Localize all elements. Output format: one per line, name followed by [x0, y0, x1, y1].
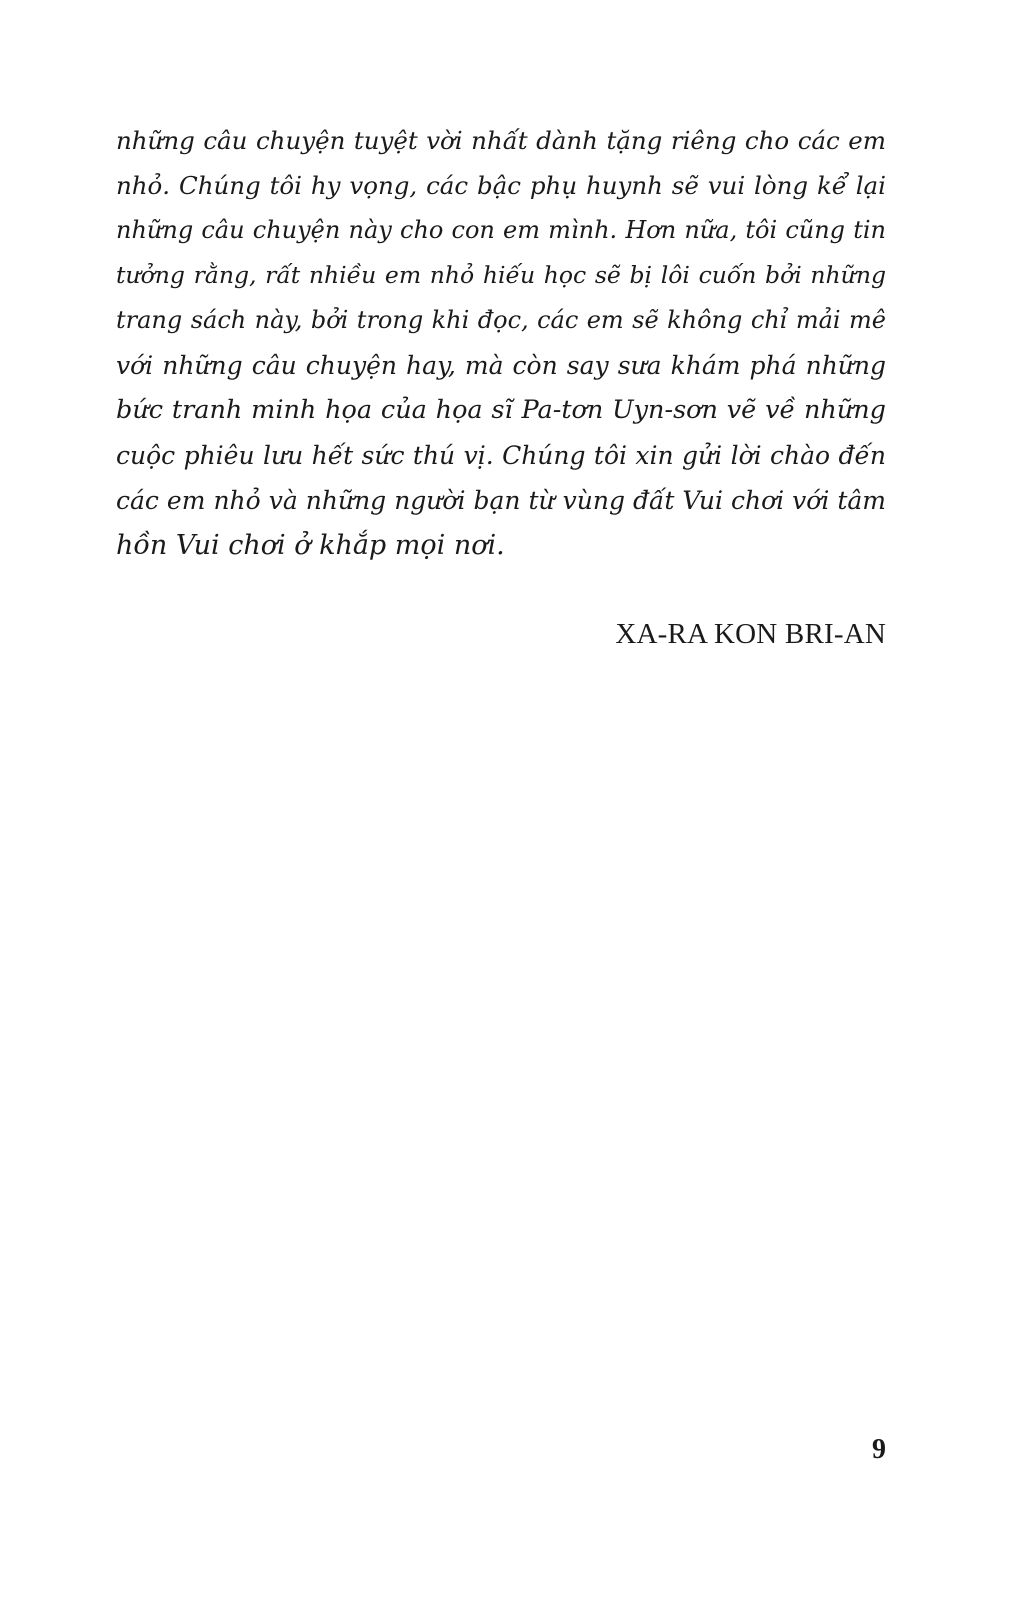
paragraph-line: tưởng rằng, rất nhiều em nhỏ hiếu học sẽ bị lôi cuốn bởi những: [116, 261, 886, 289]
paragraph-line: các em nhỏ và những người bạn từ vùng đất Vui chơi với tâm: [116, 486, 886, 515]
paragraph-line: hồn Vui chơi ở khắp mọi nơi.: [116, 530, 505, 561]
paragraph-line: những câu chuyện tuyệt vời nhất dành tặng riêng cho các em: [116, 126, 886, 155]
paragraph-line: trang sách này, bởi trong khi đọc, các em sẽ không chỉ mải mê: [116, 306, 886, 334]
paragraph-line: những câu chuyện này cho con em mình. Hơn nữa, tôi cũng tin: [116, 216, 886, 244]
paragraph-line: nhỏ. Chúng tôi hy vọng, các bậc phụ huynh sẽ vui lòng kể lại: [116, 171, 886, 200]
paragraph-line: bức tranh minh họa của họa sĩ Pa-tơn Uyn-sơn vẽ về những: [116, 395, 886, 425]
body-paragraph: [116, 118, 886, 568]
paragraph-line: với những câu chuyện hay, mà còn say sưa khám phá những: [116, 351, 886, 380]
author-signature: XA-RA KON BRI-AN: [615, 618, 886, 650]
paragraph-line: cuộc phiêu lưu hết sức thú vị. Chúng tôi xin gửi lời chào đến: [116, 441, 886, 470]
page-number: 9: [872, 1434, 886, 1465]
